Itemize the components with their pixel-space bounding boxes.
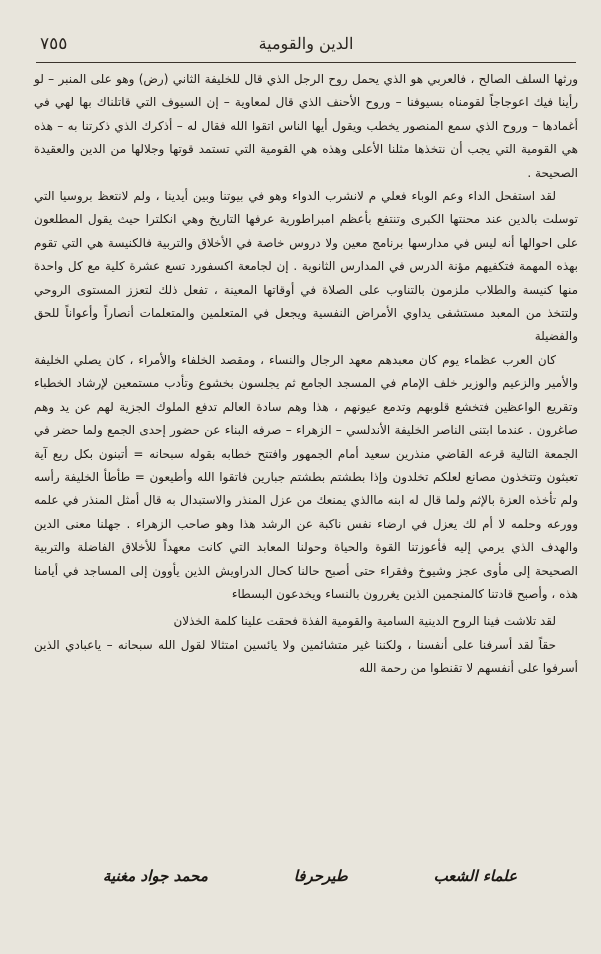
paragraph: لقد استفحل الداء وعم الوباء فعلي م لانشرب الدواء وهو في بيوتنا وبين أيدينا ، ولم لانتعظ بروسيا التي توسلت بالدين عند محنتها الكبرى وتنتفع بأعظم امبراطورية عرفها التاريخ وهي انكلترا حيث يقول المطلعون على احوالها أنه ليس في مدارسها برنامج معين ولا دروس خاصة في الأخلاق والتربية فالكنيسة هي التي تقوم بهذه المهمة فتكفيهم مؤنة الدرس في المدارس الثانوية . إن لجامعة اكسفورد تسع عشرة كلية مع كل واحدة منها كنيسة والطلاب ملزمون بالتناوب على الصلاة في أوقاتها المعينة ، تفعل ذلك لتعزز المستوى الروحي ولتتخذ من المعبد مستشفى يداوي الأمراض النفسية ويجعل في المتعلمين والمتعلمات أنصاراً وأعواناً للحق والفضيلة (34, 189, 578, 344)
header-rule (36, 62, 576, 63)
signature: محمد جواد مغنية (102, 867, 208, 885)
signature-line (60, 858, 560, 894)
paragraph: كان العرب عظماء يوم كان معبدهم معهد الرجال والنساء ، ومقصد الخلفاء والأمراء ، كان يصلي الخليفة والأمير والزعيم والوزير خلف الإمام في المسجد الجامع ثم يجلسون بخشوع وتأدب مستمعين لإرشاد الخطباء وتقريع الواعظين فتخشع قلوبهم وتدمع عيونهم ، هذا وهم سادة العالم تدفع الملوك الجزية لهم عن يد وهم صاغرون . عندما ابتنى الناصر الخليفة الأندلسي – الزهراء – صرفه البناء عن حضور إحدى الجمع ولما حضر في الجمعة التالية قرعه القاضي منذرين سعيد أمام الجمهور وافتتح خطابه بقوله سبحانه = أتبنون بكل ريع آية تعبثون وتتخذون مصانع لعلكم تخلدون وإذا بطشتم بطشتم جبارين فاتقوا الله وأطيعون = طأطأ الخليفة رأسه ولم تأخذه العزة بالإثم ولما قال له ابنه ماالذي يمنعك من عزل المنذر والاستبدال به قال أمثل المنذر في علمه وورعه وحلمه لا أم لك يعزل في ارضاء نفس ناكبة عن الرشد هذا وهو صاحب الزهراء . جهلنا معنى الدين والهدف الذي يرمي إليه فأعوزتنا القوة والحياة وحولنا المعابد التي كانت معهداً للأخلاق الفاضلة والتربية الصحيحة إلى مأوى عجز وشيوخ وفقراء حتى أصبح حالنا كحال الدراويش الذين يأوون إلى المساجد في أيامنا هذه ، وأصبح قادتنا كالمنجمين الذين يغررون بالنساء ويخدعون البسطاء (34, 352, 578, 601)
running-title: الدين والقومية (258, 34, 354, 53)
page-header (36, 28, 576, 62)
signature: طيرحرفا (293, 867, 348, 885)
paragraph: ورثها السلف الصالح ، فالعربي هو الذي يحمل روح الرجل الذي قال للخليفة الثاني (رض) وهو على المنبر – لو رأينا فيك اعوجاجاً لقومناه بسيوفنا – وروح الأحنف الذي قال لمعاوية – إن السيوف التي قاتلناك بها لهي في أغمادها – وروح الذي سمع المنصور يخطب ويقول أيها الناس اتقوا الله فقال له – أذكرك الذي ذكرتنا به – هذه هي القومية التي يجب أن نتخذها مثلنا الأعلى وهذه هي القومية التي تستمد قوتها وجلالها من الدين والعقيدة الصحيحة . (34, 72, 578, 180)
signature: علماء الشعب (433, 867, 518, 885)
paragraph: حقاً لقد أسرفنا على أنفسنا ، ولكننا غير متشائمين ولا يائسين امتثالا لقول الله سبحانه – ياعبادي الذين أسرفوا على أنفسهم لا تقنطوا من رحمة الله (34, 637, 578, 676)
paragraph: لقد تلاشت فينا الروح الدينية السامية والقومية الفذة فحقت علينا كلمة الخذلان (173, 614, 556, 629)
article-body (34, 68, 578, 681)
page-number: ٧٥٥ (40, 34, 68, 54)
